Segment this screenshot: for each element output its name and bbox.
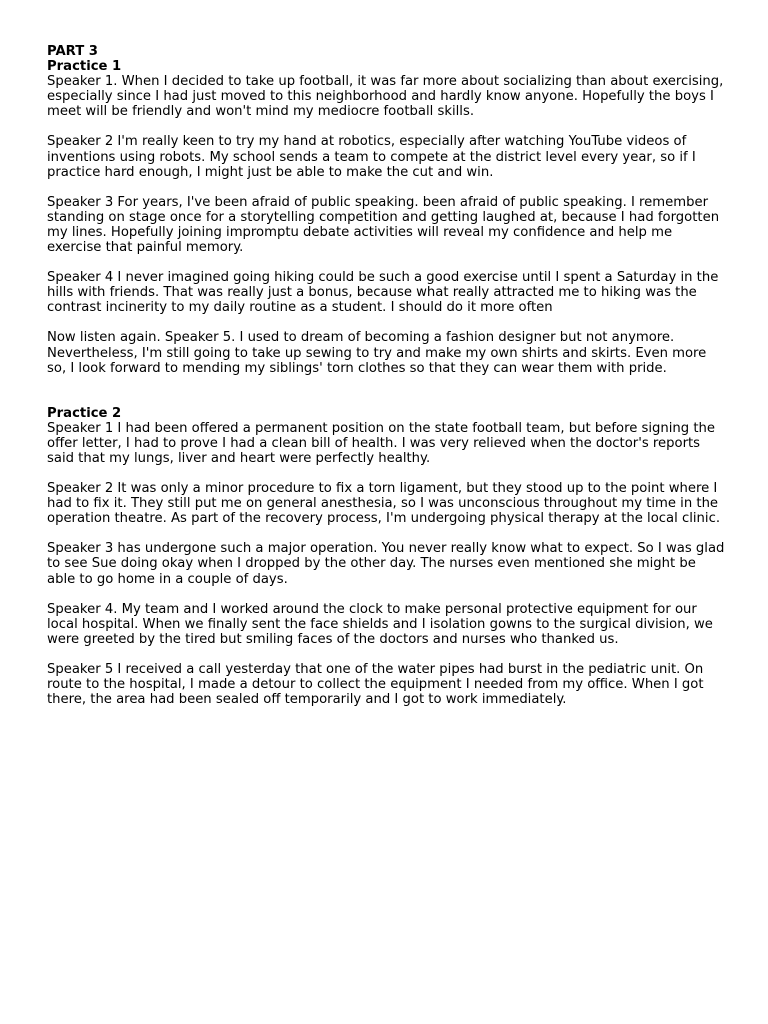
practice-2-speaker-1: Speaker 1 I had been offered a permanent position on the state football team, but before signing the offer letter, I had to prove I had a clean bill of health. I was very relieved when the doctor's reports said that my lungs, liver and heart were perfectly healthy.	[47, 420, 715, 466]
practice-1-speaker-5: Now listen again. Speaker 5. I used to dream of becoming a fashion designer but not anymore. Nevertheless, I'm still going to take up sewing to try and make my own shirts and skirts. Even more so, I look forward to mending my siblings' torn clothes so that they can wear them with pride.	[47, 330, 707, 376]
document-page	[47, 44, 727, 722]
practice-2-speaker-2: Speaker 2 It was only a minor procedure to fix a torn ligament, but they stood up to the point where I had to fix it. They still put me on general anesthesia, so I was unconscious throughout my time in the operation theatre. As part of the recovery process, I'm undergoing physical therapy at the local clinic.	[47, 481, 721, 527]
practice-1-title: Practice 1	[47, 59, 122, 75]
practice-2-speaker-5: Speaker 5 I received a call yesterday that one of the water pipes had burst in the pediatric unit. On route to the hospital, I made a detour to collect the equipment I needed from my office. When I got there, the area had been sealed off temporarily and I got to work immediately.	[47, 661, 704, 708]
practice-2-title: Practice 2	[47, 405, 122, 421]
practice-1-speaker-1: Speaker 1. When I decided to take up football, it was far more about socializing than about exercising, especially since I had just moved to this neighborhood and hardly know anyone. Hopefully the boys I meet will be friendly and won't mind my mediocre football skills.	[47, 74, 724, 120]
practice-1-speaker-2: Speaker 2 I'm really keen to try my hand at robotics, especially after watching YouTube videos of inventions using robots. My school sends a team to compete at the district level every year, so if I practice hard enough, I might just be able to make the cut and win.	[47, 134, 696, 180]
practice-2-speaker-4: Speaker 4. My team and I worked around the clock to make personal protective equipment for our local hospital. When we finally sent the face shields and I isolation gowns to the surgical division, we were greeted by the tired but smiling faces of the doctors and nurses who thanked us.	[47, 601, 713, 647]
practice-1-speaker-4: Speaker 4 I never imagined going hiking could be such a good exercise until I spent a Saturday in the hills with friends. That was really just a bonus, because what really attracted me to hiking was the contrast incinerity to my daily routine as a student. I should do it more often	[47, 270, 719, 316]
practice-1-speaker-3: Speaker 3 For years, I've been afraid of public speaking. been afraid of public speaking. I remember standing on stage once for a storytelling competition and getting laughed at, because I had forgotten my lines. Hopefully joining impromptu debate activities will reveal my confidence and help me exercise that painful memory.	[47, 194, 720, 256]
part-title: PART 3	[47, 44, 98, 59]
practice-2-speaker-3: Speaker 3 has undergone such a major operation. You never really know what to expect. So I was glad to see Sue doing okay when I dropped by the other day. The nurses even mentioned she might be able to go home in a couple of days.	[47, 541, 725, 587]
